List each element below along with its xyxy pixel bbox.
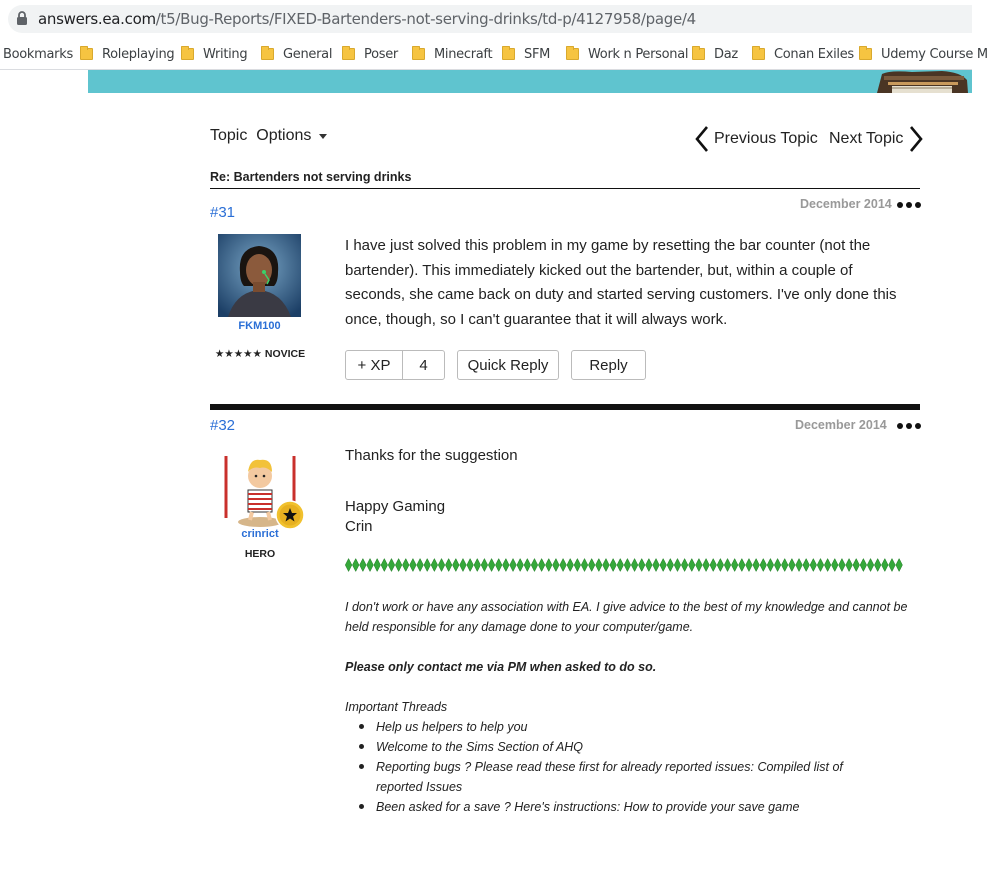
signature-disclaimer: I don't work or have any association with EA. I give advice to the best of my knowledge and cannot be held responsible for any damage done to your computer/game. xyxy=(345,600,908,634)
bookmark-work-n-personal[interactable] xyxy=(566,44,688,64)
plumbob-diamond xyxy=(839,559,846,572)
plumbob-diamond xyxy=(810,559,817,572)
folder-icon xyxy=(752,48,765,60)
hero-star-badge-icon xyxy=(275,500,305,530)
plumbob-diamond xyxy=(874,559,881,572)
xp-group xyxy=(345,350,445,380)
plumbob-diamond xyxy=(846,559,853,572)
plumbob-diamond xyxy=(696,559,703,572)
bookmark-bookmarks[interactable] xyxy=(3,44,73,64)
thread-link[interactable]: Welcome to the Sims Section of AHQ xyxy=(345,737,905,757)
plumbob-diamond xyxy=(631,559,638,572)
previous-topic-label: Previous Topic xyxy=(714,130,818,147)
plumbob-diamond xyxy=(760,559,767,572)
caret-down-icon xyxy=(319,134,327,139)
lock-icon[interactable] xyxy=(16,10,28,26)
plumbob-diamond xyxy=(710,559,717,572)
plumbob-diamond xyxy=(424,559,431,572)
folder-icon xyxy=(181,48,194,60)
bookmark-general[interactable] xyxy=(261,44,332,64)
plumbob-diamond xyxy=(374,559,381,572)
plumbob-diamond xyxy=(596,559,603,572)
topic-options-label: Topic Options xyxy=(210,127,312,144)
folder-icon xyxy=(342,48,355,60)
bookmark-label: Poser xyxy=(364,46,398,62)
post-line-happy-gaming: Happy Gaming xyxy=(345,498,446,515)
threads-title: Important Threads xyxy=(345,700,448,714)
plumbob-diamond xyxy=(724,559,731,572)
plumbob-diamond xyxy=(503,559,510,572)
bookmark-udemy[interactable] xyxy=(859,44,988,64)
plumbob-diamond xyxy=(417,559,424,572)
plumbob-diamond xyxy=(746,559,753,572)
rank-badge: ★★★★★ NOVICE xyxy=(214,348,306,360)
plumbob-diamond xyxy=(681,559,688,572)
bookmark-label: SFM xyxy=(524,46,551,62)
plumbob-diamond xyxy=(553,559,560,572)
plumbob-diamond xyxy=(831,559,838,572)
bookmark-label: Conan Exiles xyxy=(774,46,854,62)
avatar-image xyxy=(218,234,301,317)
plumbob-diamond xyxy=(402,559,409,572)
folder-icon xyxy=(261,48,274,60)
post-line-signoff: Crin xyxy=(345,518,373,535)
plumbob-diamond xyxy=(853,559,860,572)
avatar-fkm100[interactable] xyxy=(218,234,301,317)
important-threads xyxy=(345,697,905,817)
chevron-left-icon xyxy=(693,125,711,153)
bookmark-poser[interactable] xyxy=(342,44,398,64)
plumbob-diamond xyxy=(488,559,495,572)
plumbob-diamond xyxy=(517,559,524,572)
plumbob-diamond xyxy=(867,559,874,572)
bookmark-label: Work n Personal xyxy=(588,46,689,62)
plumbob-diamond xyxy=(674,559,681,572)
plumbob-diamond xyxy=(467,559,474,572)
previous-topic-link[interactable] xyxy=(693,125,818,153)
url-host: answers.ea.com xyxy=(38,10,156,28)
plumbob-divider xyxy=(345,558,907,572)
folder-icon xyxy=(412,48,425,60)
address-bar[interactable] xyxy=(0,0,972,38)
folder-icon xyxy=(859,48,872,60)
next-topic-label: Next Topic xyxy=(829,130,904,147)
xp-count: 4 xyxy=(419,356,428,374)
bookmark-label: Writing xyxy=(203,46,248,62)
plumbob-diamond xyxy=(410,559,417,572)
post-options-icon[interactable] xyxy=(897,422,921,430)
plumbob-diamond xyxy=(481,559,488,572)
post-divider xyxy=(210,404,920,410)
bookmark-label: Udemy Course M xyxy=(881,46,988,62)
post-number-32[interactable]: #32 xyxy=(210,417,236,434)
bookmark-label: Minecraft xyxy=(434,46,493,62)
folder-icon xyxy=(692,48,705,60)
plumbob-diamond xyxy=(796,559,803,572)
banner-artwork xyxy=(782,70,972,93)
post-number-31[interactable]: #31 xyxy=(210,204,236,221)
plumbob-diamond xyxy=(545,559,552,572)
bookmark-roleplaying[interactable] xyxy=(80,44,174,64)
plumbob-diamond xyxy=(781,559,788,572)
plumbob-diamond xyxy=(367,559,374,572)
plumbob-diamond xyxy=(667,559,674,572)
plumbob-diamond xyxy=(789,559,796,572)
folder-icon xyxy=(80,48,93,60)
folder-icon xyxy=(502,48,515,60)
bookmark-label: Daz xyxy=(714,46,738,62)
post-body-31: I have just solved this problem in my game by resetting the bar counter (not the bartender). This immediately kicked out the bartender, but, within a couple of seconds, she came back on duty and started serving customers. I've only done this once, though, so I can't guarantee that it will always work. xyxy=(345,237,897,328)
plumbob-diamond xyxy=(774,559,781,572)
plumbob-diamond xyxy=(817,559,824,572)
plumbob-diamond xyxy=(753,559,760,572)
thread-link[interactable]: Reporting bugs ? Please read these first for already reported issues: Compiled list of reported Issues xyxy=(345,757,905,797)
plumbob-diamond xyxy=(717,559,724,572)
folder-icon xyxy=(566,48,579,60)
bookmarks-bar xyxy=(0,38,988,70)
bookmark-minecraft[interactable] xyxy=(412,44,492,64)
plumbob-diamond xyxy=(767,559,774,572)
plumbob-diamond xyxy=(352,559,359,572)
plumbob-diamond xyxy=(560,559,567,572)
plumbob-diamond xyxy=(531,559,538,572)
plumbob-diamond xyxy=(688,559,695,572)
plumbob-diamond xyxy=(438,559,445,572)
plumbob-diamond xyxy=(581,559,588,572)
bookmark-label: Bookmarks xyxy=(3,46,73,62)
plumbob-diamond xyxy=(882,559,889,572)
signature-contact-note: Please only contact me via PM when asked to do so. xyxy=(345,660,657,674)
threads-list xyxy=(345,717,905,817)
bookmark-label: Roleplaying xyxy=(102,46,175,62)
plumbob-diamond xyxy=(889,559,896,572)
community-banner xyxy=(88,70,972,93)
plumbob-diamond xyxy=(739,559,746,572)
plumbob-diamond xyxy=(345,559,352,572)
plumbob-diamond xyxy=(510,559,517,572)
plumbob-diamond xyxy=(731,559,738,572)
plumbob-diamond xyxy=(360,559,367,572)
post-date: December 2014 xyxy=(800,197,892,211)
plumbob-diamond xyxy=(703,559,710,572)
username-fkm100[interactable]: FKM100 xyxy=(238,320,281,332)
plumbob-diamond xyxy=(538,559,545,572)
plumbob-diamond xyxy=(624,559,631,572)
thread-link[interactable]: Been asked for a save ? Here's instructions: How to provide your save game xyxy=(345,797,905,817)
plumbob-diamond xyxy=(824,559,831,572)
xp-button[interactable]: + XP xyxy=(346,351,403,379)
plumbob-diamond xyxy=(395,559,402,572)
post-line-thanks: Thanks for the suggestion xyxy=(345,447,518,464)
plumbob-diamond xyxy=(474,559,481,572)
plumbob-diamond xyxy=(603,559,610,572)
plumbob-diamond xyxy=(453,559,460,572)
plumbob-diamond xyxy=(617,559,624,572)
plumbob-diamond xyxy=(638,559,645,572)
plumbob-diamond xyxy=(460,559,467,572)
plumbob-diamond xyxy=(896,559,903,572)
thread-link[interactable]: Help us helpers to help you xyxy=(345,717,905,737)
plumbob-diamond xyxy=(388,559,395,572)
chevron-right-icon xyxy=(907,125,925,153)
plumbob-diamond xyxy=(495,559,502,572)
bookmark-conan-exiles[interactable] xyxy=(752,44,854,64)
subject-divider xyxy=(210,188,920,189)
next-topic-link[interactable] xyxy=(829,125,925,153)
bookmark-sfm[interactable] xyxy=(502,44,550,64)
rank-badge: HERO xyxy=(244,548,276,560)
url-path: /t5/Bug-Reports/FIXED-Bartenders-not-serving-drinks/td-p/4127958/page/4 xyxy=(155,10,696,28)
username-crinrict[interactable]: crinrict xyxy=(241,528,279,540)
post-options-icon[interactable] xyxy=(897,201,921,209)
plumbob-diamond xyxy=(381,559,388,572)
plumbob-diamond xyxy=(431,559,438,572)
topic-subject: Re: Bartenders not serving drinks xyxy=(210,170,412,184)
plumbob-diamond xyxy=(524,559,531,572)
topic-options-menu[interactable] xyxy=(210,127,327,145)
plumbob-diamond xyxy=(646,559,653,572)
bookmark-writing[interactable] xyxy=(181,44,247,64)
quick-reply-button[interactable]: Quick Reply xyxy=(457,350,559,380)
plumbob-diamond xyxy=(660,559,667,572)
plumbob-diamond xyxy=(567,559,574,572)
url-text[interactable] xyxy=(38,10,696,28)
plumbob-diamond xyxy=(803,559,810,572)
plumbob-diamond xyxy=(588,559,595,572)
plumbob-diamond xyxy=(574,559,581,572)
bookmark-label: General xyxy=(283,46,333,62)
post-date: December 2014 xyxy=(795,418,887,432)
bookmark-daz[interactable] xyxy=(692,44,738,64)
plumbob-diamond xyxy=(653,559,660,572)
plumbob-diamond xyxy=(610,559,617,572)
plumbob-diamond xyxy=(445,559,452,572)
reply-button[interactable]: Reply xyxy=(571,350,646,380)
plumbob-diamond xyxy=(860,559,867,572)
